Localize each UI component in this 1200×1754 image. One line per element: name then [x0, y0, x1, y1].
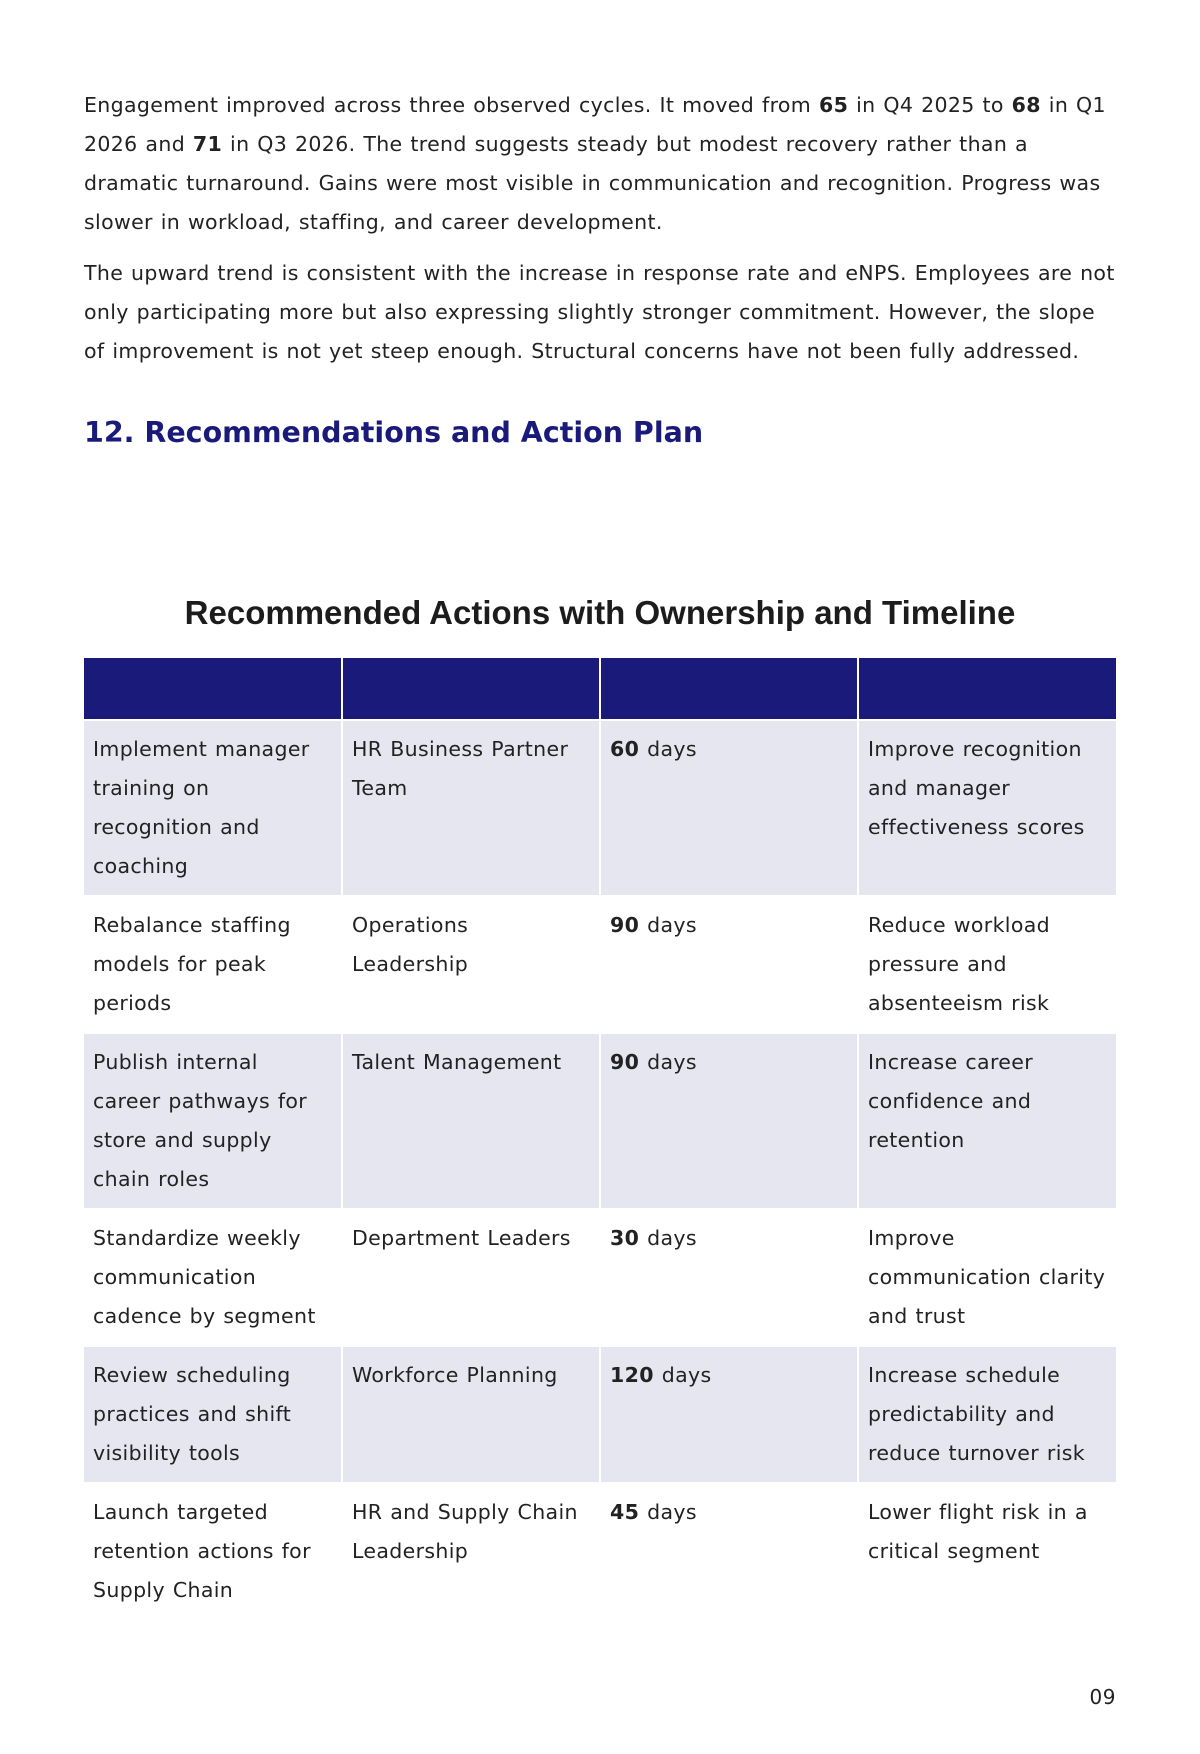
table-row	[84, 1209, 1116, 1346]
timeline-value: 90	[610, 913, 640, 937]
timeline-cell	[600, 720, 858, 896]
body-paragraph	[84, 86, 1116, 242]
timeline-value: 60	[610, 737, 640, 761]
timeline-value: 45	[610, 1500, 640, 1524]
paragraph-text: in Q4 2025 to	[848, 93, 1012, 117]
table-title: Recommended Actions with Ownership and Timeline	[184, 594, 1016, 631]
outcome-cell: Increase schedule predictability and reduce turnover risk	[858, 1346, 1116, 1483]
table-row	[84, 1033, 1116, 1209]
timeline-cell	[600, 1483, 858, 1619]
table-row	[84, 720, 1116, 896]
table-header-cell	[342, 658, 600, 720]
timeline-value: 30	[610, 1226, 640, 1250]
table-body	[84, 720, 1116, 1619]
paragraph-text: Engagement improved across three observed cycles. It moved from	[84, 93, 819, 117]
action-cell: Rebalance staffing models for peak periods	[84, 896, 342, 1033]
paragraph-text: The upward trend is consistent with the increase in response rate and eNPS. Employees are not only participating more but also expressing slightly stronger commitment. However, the slope of improvement is not yet steep enough. Structural concerns have not been fully addressed.	[84, 261, 1115, 363]
highlighted-score: 68	[1011, 93, 1041, 117]
action-cell: Launch targeted retention actions for Supply Chain	[84, 1483, 342, 1619]
outcome-cell: Increase career confidence and retention	[858, 1033, 1116, 1209]
action-cell: Standardize weekly communication cadence by segment	[84, 1209, 342, 1346]
outcome-cell: Lower flight risk in a critical segment	[858, 1483, 1116, 1619]
timeline-unit: days	[639, 1050, 697, 1074]
section-title: 12. Recommendations and Action Plan	[84, 416, 704, 449]
owner-cell: Talent Management	[342, 1033, 600, 1209]
timeline-unit: days	[639, 1500, 697, 1524]
paragraph-text: in Q3 2026. The trend suggests steady but modest recovery rather than a dramatic turnaround. Gains were most visible in communication and recognition. Progress was slower in workload, staffing, and career development.	[84, 132, 1101, 234]
timeline-value: 90	[610, 1050, 640, 1074]
outcome-cell: Reduce workload pressure and absenteeism risk	[858, 896, 1116, 1033]
owner-cell: HR and Supply Chain Leadership	[342, 1483, 600, 1619]
table-header-cell	[858, 658, 1116, 720]
page-number: 09	[1089, 1685, 1116, 1709]
body-paragraph	[84, 254, 1116, 371]
owner-cell: HR Business Partner Team	[342, 720, 600, 896]
paragraph-text: in Q1 2026 and	[84, 93, 1106, 156]
action-cell: Review scheduling practices and shift visibility tools	[84, 1346, 342, 1483]
timeline-unit: days	[639, 737, 697, 761]
document-body	[84, 86, 1116, 1619]
table-header-cell	[84, 658, 342, 720]
table-header-cell	[600, 658, 858, 720]
action-cell: Publish internal career pathways for store and supply chain roles	[84, 1033, 342, 1209]
table-row	[84, 1346, 1116, 1483]
timeline-cell	[600, 896, 858, 1033]
table-row	[84, 1483, 1116, 1619]
timeline-value: 120	[610, 1363, 654, 1387]
actions-table	[84, 658, 1116, 1619]
outcome-cell: Improve recognition and manager effectiveness scores	[858, 720, 1116, 896]
highlighted-score: 65	[818, 93, 849, 117]
table-header-row	[84, 658, 1116, 720]
timeline-unit: days	[639, 1226, 697, 1250]
owner-cell: Workforce Planning	[342, 1346, 600, 1483]
timeline-unit: days	[639, 913, 697, 937]
intro-paragraphs	[84, 86, 1116, 371]
highlighted-score: 71	[192, 132, 223, 156]
timeline-unit: days	[653, 1363, 712, 1387]
action-cell: Implement manager training on recognition and coaching	[84, 720, 342, 896]
owner-cell: Department Leaders	[342, 1209, 600, 1346]
timeline-cell	[600, 1033, 858, 1209]
owner-cell: Operations Leadership	[342, 896, 600, 1033]
table-row	[84, 896, 1116, 1033]
outcome-cell: Improve communication clarity and trust	[858, 1209, 1116, 1346]
timeline-cell	[600, 1209, 858, 1346]
timeline-cell	[600, 1346, 858, 1483]
